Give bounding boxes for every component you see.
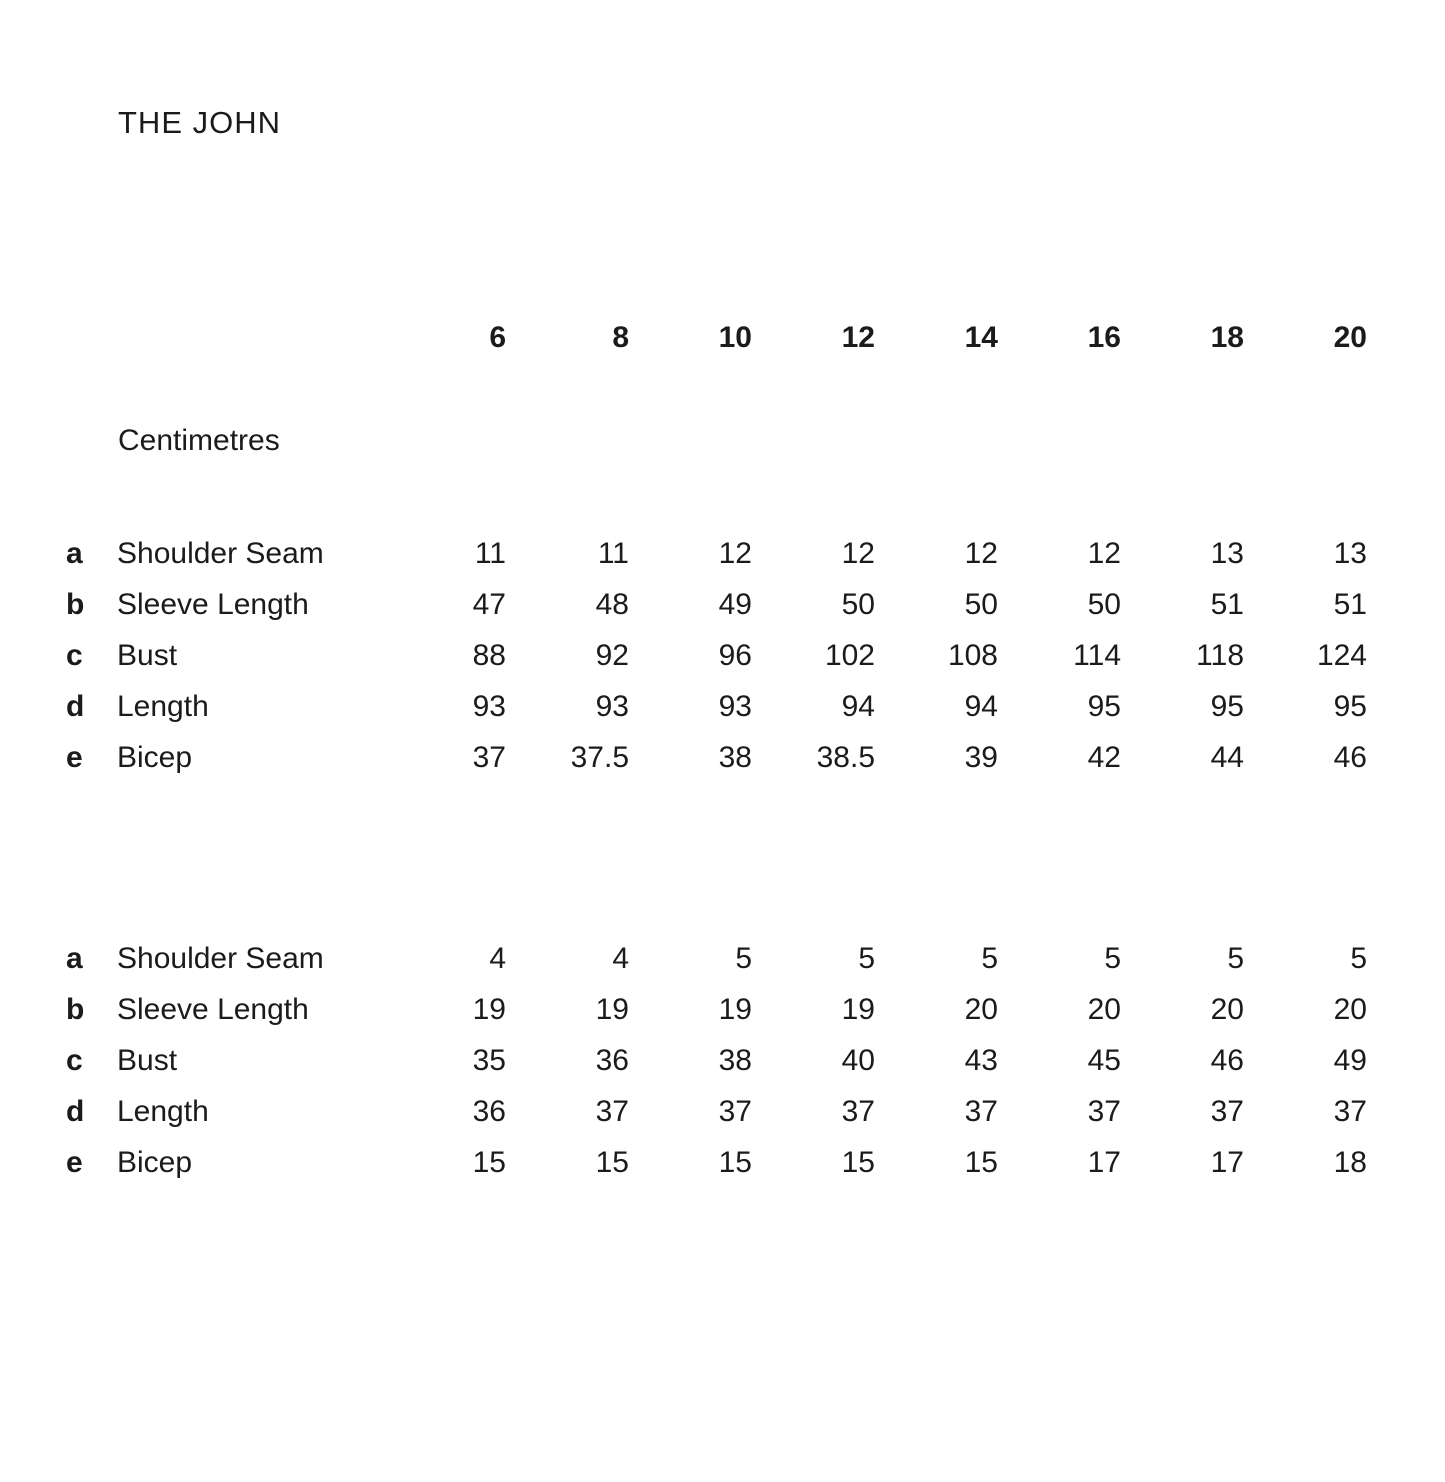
row-label-sleeve-length: Sleeve Length xyxy=(117,993,309,1026)
value-length-size-10: 37 xyxy=(718,1095,752,1128)
value-bust-size-10: 96 xyxy=(718,639,752,672)
measurement-row-length xyxy=(64,681,1445,732)
measurement-row-bicep xyxy=(64,1137,1445,1188)
row-key-e: e xyxy=(66,1146,83,1179)
row-key-b: b xyxy=(66,588,85,621)
value-shoulder-seam-size-16: 5 xyxy=(1104,942,1121,975)
value-shoulder-seam-size-8: 4 xyxy=(612,942,629,975)
value-bicep-size-10: 15 xyxy=(718,1146,752,1179)
value-shoulder-seam-size-6: 4 xyxy=(489,942,506,975)
value-sleeve-length-size-16: 50 xyxy=(1087,588,1121,621)
value-shoulder-seam-size-14: 5 xyxy=(981,942,998,975)
value-bicep-size-8: 15 xyxy=(595,1146,629,1179)
value-bust-size-8: 36 xyxy=(595,1044,629,1077)
value-bust-size-12: 102 xyxy=(824,639,875,672)
value-length-size-14: 94 xyxy=(964,690,998,723)
value-shoulder-seam-size-8: 11 xyxy=(597,537,629,570)
row-label-shoulder-seam: Shoulder Seam xyxy=(117,942,324,975)
row-label-bicep: Bicep xyxy=(117,741,193,774)
value-bust-size-14: 43 xyxy=(964,1044,998,1077)
value-length-size-6: 36 xyxy=(472,1095,506,1128)
value-bicep-size-18: 17 xyxy=(1210,1146,1244,1179)
row-key-b: b xyxy=(66,993,85,1026)
row-label-bust: Bust xyxy=(117,639,178,672)
value-shoulder-seam-size-16: 12 xyxy=(1087,537,1121,570)
measurement-row-shoulder-seam xyxy=(64,528,1445,579)
value-bust-size-8: 92 xyxy=(595,639,629,672)
value-length-size-6: 93 xyxy=(472,690,506,723)
value-bust-size-6: 88 xyxy=(472,639,506,672)
value-bust-size-20: 49 xyxy=(1333,1044,1367,1077)
value-bust-size-18: 46 xyxy=(1210,1044,1244,1077)
value-bust-size-12: 40 xyxy=(841,1044,875,1077)
value-shoulder-seam-size-6: 11 xyxy=(474,537,506,570)
value-sleeve-length-size-16: 20 xyxy=(1087,993,1121,1026)
unit-label-centimetres: Centimetres xyxy=(118,424,280,457)
value-shoulder-seam-size-18: 5 xyxy=(1227,942,1244,975)
value-length-size-12: 37 xyxy=(841,1095,875,1128)
value-length-size-8: 93 xyxy=(595,690,629,723)
value-shoulder-seam-size-18: 13 xyxy=(1210,537,1244,570)
value-bicep-size-18: 44 xyxy=(1210,741,1244,774)
value-bicep-size-20: 18 xyxy=(1333,1146,1367,1179)
size-header-6: 6 xyxy=(489,321,506,354)
value-bicep-size-14: 15 xyxy=(964,1146,998,1179)
size-header-10: 10 xyxy=(718,321,752,354)
value-sleeve-length-size-8: 48 xyxy=(595,588,629,621)
value-sleeve-length-size-20: 51 xyxy=(1333,588,1367,621)
row-key-c: c xyxy=(66,1044,83,1077)
value-length-size-18: 95 xyxy=(1210,690,1244,723)
row-label-bust: Bust xyxy=(117,1044,178,1077)
row-key-d: d xyxy=(66,1095,85,1128)
value-shoulder-seam-size-20: 5 xyxy=(1350,942,1367,975)
row-key-d: d xyxy=(66,690,85,723)
value-sleeve-length-size-20: 20 xyxy=(1333,993,1367,1026)
size-header-row xyxy=(64,315,1445,361)
header-spacer-key xyxy=(64,315,117,361)
value-bicep-size-8: 37.5 xyxy=(570,741,629,774)
size-header-12: 12 xyxy=(841,321,875,354)
value-bicep-size-12: 38.5 xyxy=(816,741,875,774)
value-bicep-size-12: 15 xyxy=(841,1146,875,1179)
value-sleeve-length-size-18: 51 xyxy=(1210,588,1244,621)
value-shoulder-seam-size-12: 12 xyxy=(841,537,875,570)
value-sleeve-length-size-18: 20 xyxy=(1210,993,1244,1026)
value-sleeve-length-size-14: 50 xyxy=(964,588,998,621)
row-label-length: Length xyxy=(117,1095,209,1128)
row-label-shoulder-seam: Shoulder Seam xyxy=(117,537,324,570)
value-bust-size-16: 45 xyxy=(1087,1044,1121,1077)
value-sleeve-length-size-12: 19 xyxy=(841,993,875,1026)
value-shoulder-seam-size-14: 12 xyxy=(964,537,998,570)
value-bust-size-16: 114 xyxy=(1073,639,1121,672)
measurements-table-secondary xyxy=(0,933,1445,1188)
value-length-size-18: 37 xyxy=(1210,1095,1244,1128)
row-key-a: a xyxy=(66,942,83,975)
size-header-18: 18 xyxy=(1210,321,1244,354)
value-length-size-20: 37 xyxy=(1333,1095,1367,1128)
measurements-table-centimetres xyxy=(0,528,1445,783)
value-bicep-size-14: 39 xyxy=(964,741,998,774)
size-header-20: 20 xyxy=(1333,321,1367,354)
measurement-row-sleeve-length xyxy=(64,984,1445,1035)
value-length-size-16: 95 xyxy=(1087,690,1121,723)
value-bust-size-10: 38 xyxy=(718,1044,752,1077)
value-shoulder-seam-size-10: 12 xyxy=(718,537,752,570)
value-length-size-20: 95 xyxy=(1333,690,1367,723)
row-key-a: a xyxy=(66,537,83,570)
size-header-14: 14 xyxy=(964,321,998,354)
measurement-row-sleeve-length xyxy=(64,579,1445,630)
value-bicep-size-16: 42 xyxy=(1087,741,1121,774)
value-bicep-size-20: 46 xyxy=(1333,741,1367,774)
value-shoulder-seam-size-12: 5 xyxy=(858,942,875,975)
value-sleeve-length-size-10: 19 xyxy=(718,993,752,1026)
header-spacer-label xyxy=(117,315,383,361)
value-shoulder-seam-size-10: 5 xyxy=(735,942,752,975)
value-length-size-8: 37 xyxy=(595,1095,629,1128)
measurement-row-shoulder-seam xyxy=(64,933,1445,984)
page-title: THE JOHN xyxy=(118,105,281,140)
value-bicep-size-16: 17 xyxy=(1087,1146,1121,1179)
row-key-e: e xyxy=(66,741,83,774)
value-bicep-size-6: 37 xyxy=(472,741,506,774)
value-sleeve-length-size-10: 49 xyxy=(718,588,752,621)
measurement-row-length xyxy=(64,1086,1445,1137)
row-label-sleeve-length: Sleeve Length xyxy=(117,588,309,621)
value-shoulder-seam-size-20: 13 xyxy=(1333,537,1367,570)
measurement-row-bust xyxy=(64,1035,1445,1086)
value-length-size-12: 94 xyxy=(841,690,875,723)
value-length-size-10: 93 xyxy=(718,690,752,723)
value-bust-size-6: 35 xyxy=(472,1044,506,1077)
value-sleeve-length-size-6: 47 xyxy=(472,588,506,621)
value-length-size-14: 37 xyxy=(964,1095,998,1128)
value-sleeve-length-size-6: 19 xyxy=(472,993,506,1026)
value-bust-size-20: 124 xyxy=(1316,639,1367,672)
measurement-row-bicep xyxy=(64,732,1445,783)
value-sleeve-length-size-8: 19 xyxy=(595,993,629,1026)
row-key-c: c xyxy=(66,639,83,672)
value-length-size-16: 37 xyxy=(1087,1095,1121,1128)
value-sleeve-length-size-12: 50 xyxy=(841,588,875,621)
value-bust-size-18: 118 xyxy=(1196,639,1244,672)
value-bust-size-14: 108 xyxy=(947,639,998,672)
row-label-length: Length xyxy=(117,690,209,723)
value-bicep-size-6: 15 xyxy=(472,1146,506,1179)
size-header-16: 16 xyxy=(1087,321,1121,354)
measurement-row-bust xyxy=(64,630,1445,681)
value-bicep-size-10: 38 xyxy=(718,741,752,774)
row-label-bicep: Bicep xyxy=(117,1146,193,1179)
size-header-8: 8 xyxy=(612,321,629,354)
value-sleeve-length-size-14: 20 xyxy=(964,993,998,1026)
